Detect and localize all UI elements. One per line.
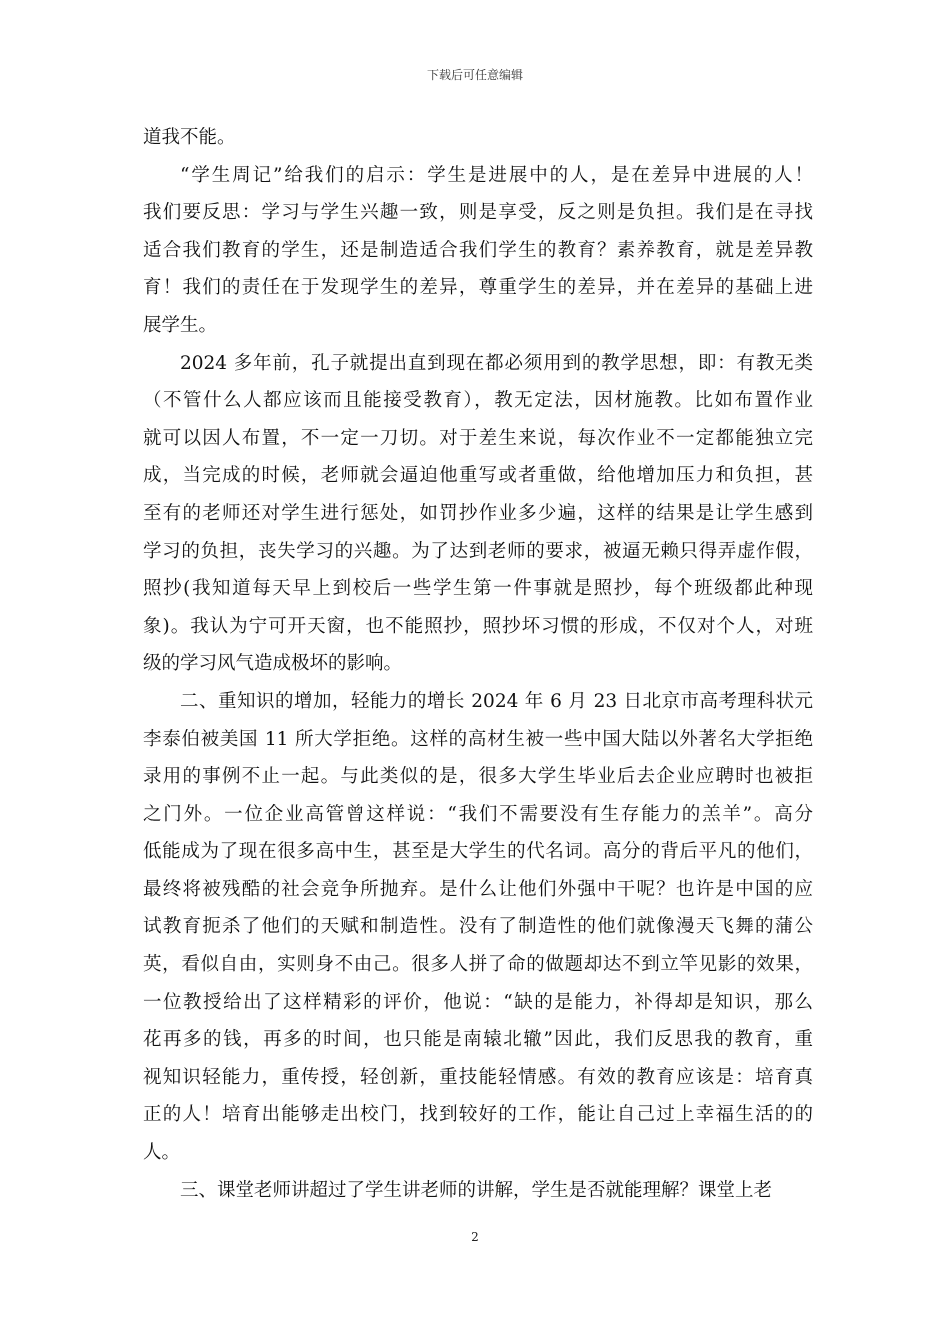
text-line: 适合我们教育的学生，还是制造适合我们学生的教育？素养教育，就是差异教 (143, 239, 813, 261)
text-line: 象)。我认为宁可开天窗，也不能照抄，照抄坏习惯的形成，不仅对个人，对班 (143, 615, 813, 637)
text-line: 人。 (143, 1142, 181, 1164)
text-line: 录用的事例不止一起。与此类似的是，很多大学生毕业后去企业应聘时也被拒 (143, 766, 813, 788)
text-line: 视知识轻能力，重传授，轻创新，重技能轻情感。有效的教育应该是：培育真 (143, 1066, 813, 1088)
text-line: 至有的老师还对学生进行惩处，如罚抄作业多少遍，这样的结果是让学生感到 (143, 502, 813, 524)
text-line: “学生周记”给我们的启示：学生是进展中的人，是在差异中进展的人！ (180, 164, 813, 186)
text-line: 展学生。 (143, 314, 218, 336)
text-line: 最终将被残酷的社会竞争所抛弃。是什么让他们外强中干呢？也许是中国的应 (143, 878, 813, 900)
text-line: 三、课堂老师讲超过了学生讲老师的讲解，学生是否就能理解？课堂上老 (180, 1179, 773, 1201)
text-line: 2024 多年前，孔子就提出直到现在都必须用到的教学思想，即：有教无类 (180, 352, 813, 374)
text-line: 二、重知识的增加，轻能力的增长 2024 年 6 月 23 日北京市高考理科状元 (180, 690, 813, 712)
text-line: 试教育扼杀了他们的天赋和制造性。没有了制造性的他们就像漫天飞舞的蒲公 (143, 916, 813, 938)
text-line: 道我不能。 (143, 127, 236, 148)
text-line: 级的学习风气造成极坏的影响。 (143, 653, 403, 675)
text-line: 正的人！培育出能够走出校门，找到较好的工作，能让自己过上幸福生活的的 (143, 1104, 813, 1126)
text-line: 李泰伯被美国 11 所大学拒绝。这样的高材生被一些中国大陆以外著名大学拒绝 (143, 728, 813, 750)
text-line: 照抄(我知道每天早上到校后一些学生第一件事就是照抄，每个班级都此种现 (143, 578, 813, 600)
text-line: 一位教授给出了这样精彩的评价，他说：“缺的是能力，补得却是知识，那么 (143, 991, 813, 1013)
text-line: 成，当完成的时候，老师就会逼迫他重写或者重做，给他增加压力和负担，甚 (143, 465, 813, 487)
text-line: 之门外。一位企业高管曾这样说：“我们不需要没有生存能力的羔羊”。高分 (143, 803, 813, 825)
text-line: 低能成为了现在很多高中生，甚至是大学生的代名词。高分的背后平凡的他们， (143, 841, 813, 863)
page-number: 2 (471, 1230, 479, 1244)
text-line: 学习的负担，丧失学习的兴趣。为了达到老师的要求，被逼无赖只得弄虚作假， (143, 540, 813, 562)
document-body (143, 119, 813, 1209)
text-line: 就可以因人布置，不一定一刀切。对于差生来说，每次作业不一定都能独立完 (143, 427, 813, 449)
page-header: 下载后可任意编辑 (426, 68, 523, 82)
text-line: 我们要反思：学习与学生兴趣一致，则是享受，反之则是负担。我们是在寻找 (143, 202, 813, 224)
text-line: （不管什么人都应该而且能接受教育），教无定法，因材施教。比如布置作业 (143, 390, 813, 412)
text-line: 育！我们的责任在于发现学生的差异，尊重学生的差异，并在差异的基础上进 (143, 277, 813, 299)
text-line: 英，看似自由，实则身不由己。很多人拼了命的做题却达不到立竿见影的效果， (143, 954, 813, 976)
text-line: 花再多的钱，再多的时间，也只能是南辕北辙”因此，我们反思我的教育，重 (143, 1029, 813, 1051)
